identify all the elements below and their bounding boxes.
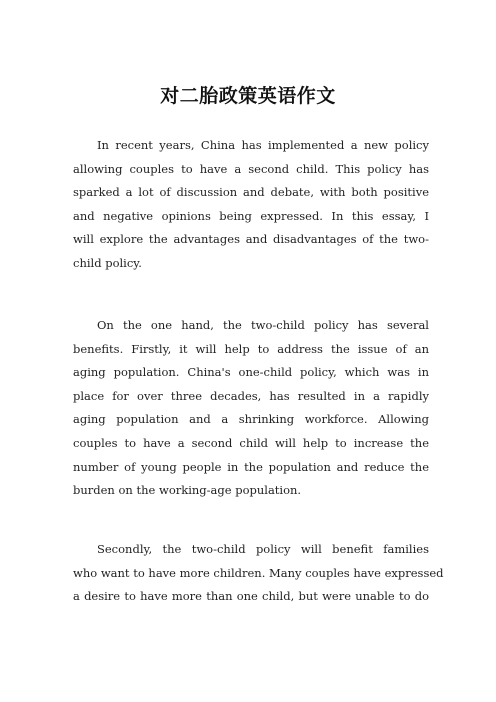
paragraph-line: will explore the advantages and disadvantages of the two- [73, 232, 429, 247]
paragraph-line: sparked a lot of discussion and debate, with both positive [73, 185, 429, 200]
paragraph-line: number of young people in the population and reduce the [73, 459, 429, 474]
paragraph-line: place for over three decades, has resulted in a rapidly [73, 388, 429, 403]
document-title: 对二胎政策英语作文 [160, 85, 336, 107]
paragraph-line: In recent years, China has implemented a new policy [97, 138, 429, 152]
paragraph-line: Secondly, the two-child policy will benefit families [97, 542, 429, 556]
paragraph-2 [73, 314, 429, 503]
paragraph-line: burden on the working-age population. [73, 483, 302, 498]
paragraph-line: who want to have more children. Many couples have expressed [73, 565, 444, 580]
paragraph-line: aging population. China's one-child policy, which was in [73, 365, 429, 380]
paragraph-line: aging population and a shrinking workforce. Allowing [73, 412, 429, 427]
paragraph-line: benefits. Firstly, it will help to address the issue of an [73, 341, 429, 356]
paragraph-1 [73, 134, 429, 276]
paragraph-3 [73, 538, 444, 609]
paragraph-line: child policy. [73, 255, 142, 270]
paragraph-line: and negative opinions being expressed. In this essay, I [73, 208, 429, 223]
paragraph-line: allowing couples to have a second child. This policy has [73, 161, 429, 176]
paragraph-line: a desire to have more than one child, but were unable to do [73, 589, 429, 604]
paragraph-line: couples to have a second child will help to increase the [73, 435, 429, 450]
paragraph-line: On the one hand, the two-child policy has several [97, 318, 429, 332]
